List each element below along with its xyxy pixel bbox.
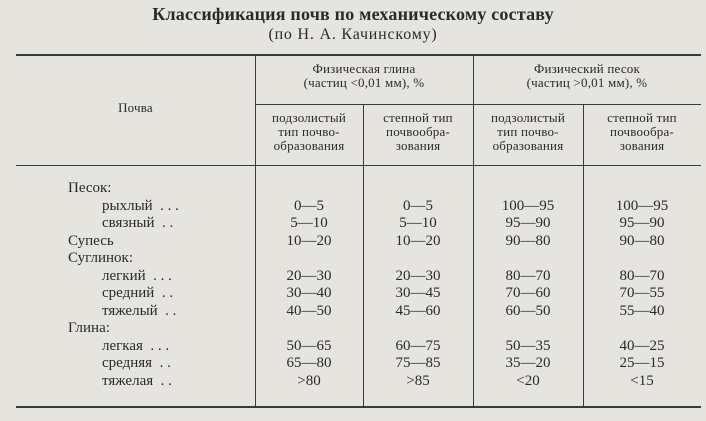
table-row — [0, 233, 706, 251]
cell-sand-podzolic: 100—95 — [501, 197, 555, 214]
cell-clay-steppe: 5—10 — [399, 215, 437, 231]
soil-name: средняя . . — [102, 355, 171, 371]
table-row — [0, 355, 706, 373]
soil-name: Суглинок: — [68, 250, 134, 266]
cell-sand-steppe: 40—25 — [619, 337, 665, 354]
table-row — [0, 320, 706, 338]
cell-sand-steppe: <15 — [630, 372, 654, 389]
cell-clay-podzolic: 20—30 — [286, 267, 332, 284]
cell-clay-steppe: 45—60 — [395, 302, 441, 319]
header-bottom-rule — [16, 165, 701, 166]
soil-name: связный . . — [102, 215, 174, 231]
table-row — [0, 338, 706, 356]
table-row — [0, 373, 706, 391]
cell-clay-podzolic: 40—50 — [286, 302, 332, 319]
cell-sand-podzolic: 90—80 — [505, 232, 551, 249]
cell-clay-steppe: 20—30 — [395, 267, 441, 284]
soil-name: тяжелый . . — [102, 302, 177, 319]
soil-name: Песок: — [68, 180, 112, 196]
cell-sand-podzolic: 60—50 — [505, 302, 551, 319]
cell-sand-steppe: 100—95 — [615, 197, 669, 214]
page-title: Классификация почв по механическому составу — [152, 4, 554, 24]
soil-name: легкий . . . — [102, 267, 172, 284]
soil-name: тяжелая . . — [102, 372, 172, 389]
column-header-sand-podzolic: подзолистый тип почво- образования — [490, 110, 566, 153]
cell-sand-steppe: 25—15 — [619, 355, 665, 371]
cell-clay-steppe: 0—5 — [403, 197, 433, 214]
header-group-rule — [255, 104, 701, 105]
soil-name: Супесь — [68, 232, 114, 249]
cell-clay-podzolic: 10—20 — [286, 232, 332, 249]
cell-clay-podzolic: 50—65 — [286, 337, 332, 354]
cell-sand-steppe: 55—40 — [619, 302, 665, 319]
cell-sand-podzolic: 80—70 — [505, 267, 551, 284]
cell-clay-steppe: >85 — [406, 372, 430, 389]
table-row — [0, 198, 706, 216]
cell-sand-podzolic: 35—20 — [505, 355, 551, 371]
table-top-rule — [16, 54, 701, 56]
table-row — [0, 215, 706, 233]
cell-sand-steppe: 80—70 — [619, 267, 665, 284]
soil-name: средний . . — [102, 285, 174, 301]
table-row — [0, 303, 706, 321]
cell-sand-steppe: 90—80 — [619, 232, 665, 249]
cell-clay-podzolic: 0—5 — [294, 197, 324, 214]
page-subtitle: (по Н. А. Качинскому) — [268, 26, 438, 43]
column-header-sand-steppe: степной тип почвообра- зования — [607, 110, 677, 153]
cell-clay-podzolic: 30—40 — [286, 285, 332, 301]
table-body — [0, 180, 706, 390]
cell-clay-steppe: 30—45 — [395, 285, 441, 301]
cell-sand-podzolic: 50—35 — [505, 337, 551, 354]
cell-clay-steppe: 75—85 — [395, 355, 441, 371]
cell-sand-steppe: 95—90 — [619, 215, 665, 231]
cell-clay-steppe: 60—75 — [395, 337, 441, 354]
cell-clay-steppe: 10—20 — [395, 232, 441, 249]
table-row — [0, 180, 706, 198]
column-header-soil: Почва — [118, 100, 153, 115]
soil-name: легкая . . . — [102, 337, 170, 354]
table-row — [0, 250, 706, 268]
table-row — [0, 285, 706, 303]
cell-clay-podzolic: 65—80 — [286, 355, 332, 371]
column-group-physical-clay: Физическая глина (частиц <0,01 мм), % — [303, 61, 425, 90]
cell-clay-podzolic: 5—10 — [290, 215, 328, 231]
cell-clay-podzolic: >80 — [297, 372, 321, 389]
column-header-clay-steppe: степной тип почвообра- зования — [383, 110, 453, 153]
table-row — [0, 268, 706, 286]
cell-sand-podzolic: 70—60 — [505, 285, 551, 301]
soil-name: Глина: — [68, 320, 110, 336]
soil-name: рыхлый . . . — [102, 197, 179, 214]
table-bottom-rule — [16, 406, 701, 408]
cell-sand-podzolic: <20 — [516, 372, 540, 389]
cell-sand-steppe: 70—55 — [619, 285, 665, 301]
column-header-clay-podzolic: подзолистый тип почво- образования — [271, 110, 347, 153]
cell-sand-podzolic: 95—90 — [505, 215, 551, 231]
column-group-physical-sand: Физический песок (частиц >0,01 мм), % — [526, 61, 648, 90]
